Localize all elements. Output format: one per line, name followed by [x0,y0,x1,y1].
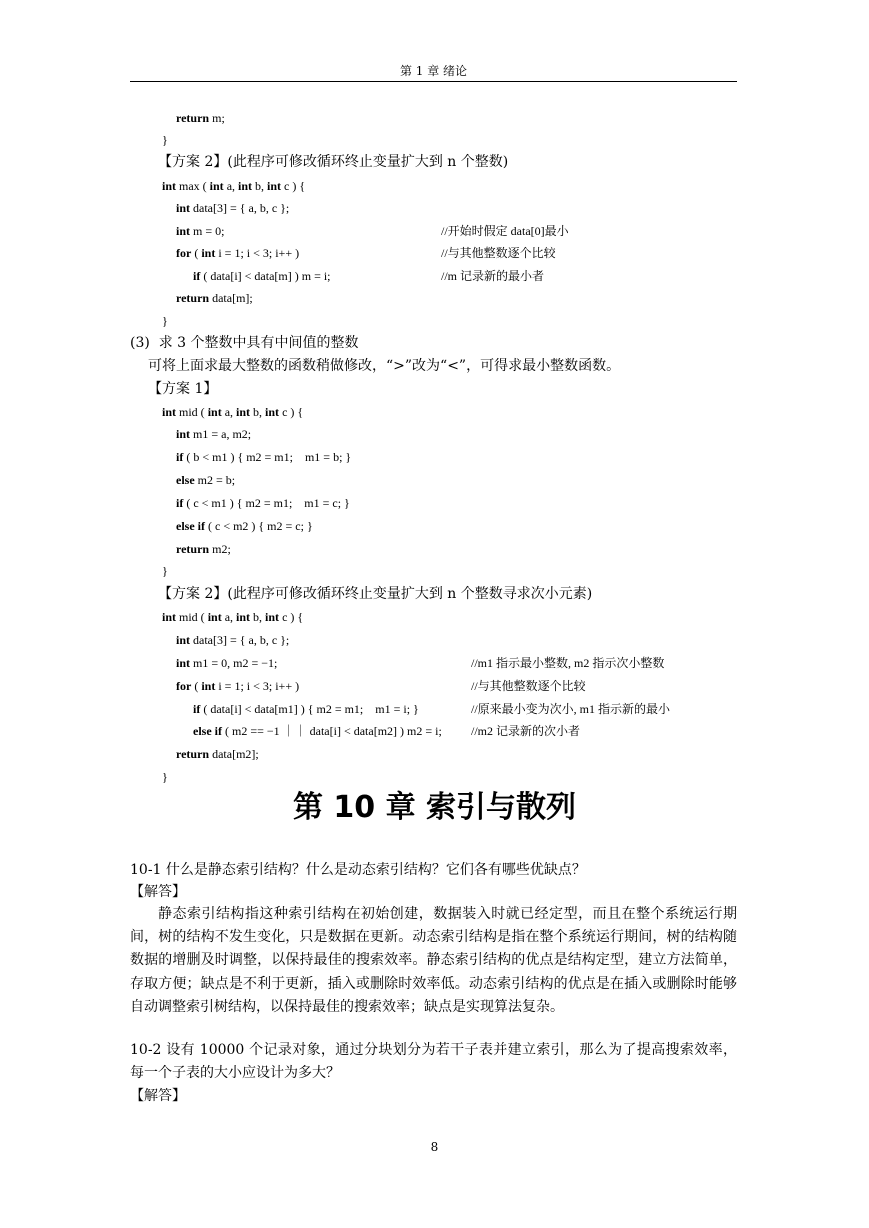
code-comment: //开始时假定 data[0]最小 [441,224,569,238]
code-text: 【方案 1】 [148,381,218,397]
code-keyword: int [236,405,251,419]
running-header: 第 1 章 绪论 [399,64,468,78]
answer-label-10-1: 【解答】 [130,884,186,900]
code-text: 【方案 2】(此程序可修改循环终止变量扩大到 n 个整数寻求次小元素) [158,586,593,602]
code-line [176,221,224,241]
code-text: c ) { [279,610,304,624]
chapter-title: 第 10 章 索引与散列 [292,790,577,825]
code-keyword: int [162,179,177,193]
code-text: mid ( [176,405,208,419]
code-line [162,402,303,422]
code-text: mid ( [176,610,208,624]
code-text: m; [209,111,225,125]
code-keyword: int [236,610,251,624]
code-line [162,767,168,787]
code-line [130,333,359,353]
question-10-1: 10-1 什么是静态索引结构？什么是动态索引结构？它们各有哪些优缺点？ [130,862,586,878]
code-text: a, [223,179,239,193]
code-keyword: if [193,269,201,283]
code-line [158,152,508,172]
code-text: } [162,314,168,328]
code-text: m2 = b; [194,473,236,487]
code-line [176,470,235,490]
code-keyword: int [176,633,191,647]
code-line [176,630,289,650]
code-text: ( [191,679,202,693]
code-text: m = 0; [190,224,225,238]
code-text: i = 1; i < 3; i++ ) [215,246,300,260]
code-keyword: return [176,747,210,761]
code-comment: //原来最小变为次小, m1 指示新的最小 [471,702,671,716]
code-keyword: int [201,679,216,693]
code-keyword: else if [176,519,205,533]
code-text: } [162,133,168,147]
code-text: a, [221,610,237,624]
code-comment: //m 记录新的最小者 [441,269,545,283]
code-line [176,539,231,559]
code-line [176,744,259,764]
code-keyword: int [265,610,280,624]
code-keyword: else [176,473,195,487]
code-text: 【方案 2】(此程序可修改循环终止变量扩大到 n 个整数) [158,154,509,170]
code-line [176,676,299,696]
code-line [162,130,168,150]
code-keyword: int [176,201,191,215]
answer-label-10-2: 【解答】 [130,1088,186,1104]
code-line [162,176,305,196]
code-line [176,198,289,218]
code-line [193,699,419,719]
code-keyword: int [209,179,224,193]
code-text: c ) { [279,405,304,419]
answer-10-1: 静态索引结构指这种索引结构在初始创建，数据装入时就已经定型，而且在整个系统运行期间，树的结构不发生变化，只是数据在更新。动态索引结构是指在整个系统运行期间，树的结构随数据的增删及时调整，以保持最佳的搜索效率。静态索引结构的优点是结构定型，建立方法简单，存取方便；缺点是不利于更新，插入或删除时效率低。动态索引结构的优点是在插入或删除时能够自动调整索引树结构，以保持最佳的搜索效率；缺点是实现算法复杂。 [130,906,737,1015]
code-keyword: return [176,111,210,125]
code-keyword: int [162,405,177,419]
code-text: data[m]; [209,291,253,305]
code-line [158,584,592,604]
code-keyword: int [238,179,253,193]
code-line [176,653,277,673]
code-keyword: else if [193,724,222,738]
code-text: data[3] = { a, b, c }; [190,201,290,215]
code-text: m1 = 0, m2 = −1; [190,656,278,670]
code-keyword: int [162,610,177,624]
code-text: ( data[i] < data[m] ) m = i; [200,269,331,283]
code-text: c ) { [281,179,306,193]
code-text: b, [250,405,266,419]
code-line [162,561,168,581]
code-keyword: int [265,405,280,419]
code-line [162,311,168,331]
code-keyword: int [267,179,282,193]
code-text: } [162,770,168,784]
code-keyword: for [176,246,192,260]
code-comment: //m1 指示最小整数, m2 指示次小整数 [471,656,665,670]
code-keyword: for [176,679,192,693]
code-text: ( data[i] < data[m1] ) { m2 = m1; m1 = i; } [200,702,419,716]
code-text: a, [221,405,237,419]
code-text: ( [191,246,202,260]
code-line [148,356,620,376]
code-keyword: int [176,224,191,238]
page-number: 8 [430,1140,439,1154]
code-keyword: int [207,405,222,419]
code-text: b, [250,610,266,624]
code-text: max ( [176,179,210,193]
code-keyword: if [193,702,201,716]
header-rule [130,81,737,82]
code-text: b, [252,179,268,193]
code-text: ( b < m1 ) { m2 = m1; m1 = b; } [183,450,352,464]
code-keyword: if [176,450,184,464]
code-line [176,516,313,536]
code-text: data[m2]; [209,747,259,761]
code-line [176,424,251,444]
code-text: m1 = a, m2; [190,427,252,441]
code-keyword: int [207,610,222,624]
code-line [176,288,253,308]
code-keyword: if [176,496,184,510]
code-keyword: return [176,291,210,305]
code-line [176,447,351,467]
code-comment: //与其他整数逐个比较 [471,679,586,693]
code-text: (3) 求 3 个整数中具有中间值的整数 [130,335,359,351]
code-comment: //m2 记录新的次小者 [471,724,581,738]
code-line [193,266,331,286]
code-line [176,493,350,513]
code-line [193,721,442,741]
code-text: data[3] = { a, b, c }; [190,633,290,647]
code-line [148,379,217,399]
code-line [162,607,303,627]
code-comment: //与其他整数逐个比较 [441,246,556,260]
code-text: 可将上面求最大整数的函数稍做修改，“>”改为“<”，可得求最小整数函数。 [148,358,621,374]
code-text: ( c < m2 ) { m2 = c; } [205,519,313,533]
code-keyword: int [201,246,216,260]
code-line [176,243,299,263]
code-keyword: int [176,656,191,670]
question-10-2: 10-2 设有 10000 个记录对象，通过分块划分为若干子表并建立索引，那么为了提高搜索效率，每一个子表的大小应设计为多大？ [130,1042,737,1081]
code-text: m2; [209,542,231,556]
code-keyword: return [176,542,210,556]
code-text: } [162,564,168,578]
code-text: ( m2 == −1 ｜｜ data[i] < data[m2] ) m2 = i; [222,724,442,738]
code-text: ( c < m1 ) { m2 = m1; m1 = c; } [183,496,350,510]
code-keyword: int [176,427,191,441]
code-line [176,108,225,128]
code-text: i = 1; i < 3; i++ ) [215,679,300,693]
